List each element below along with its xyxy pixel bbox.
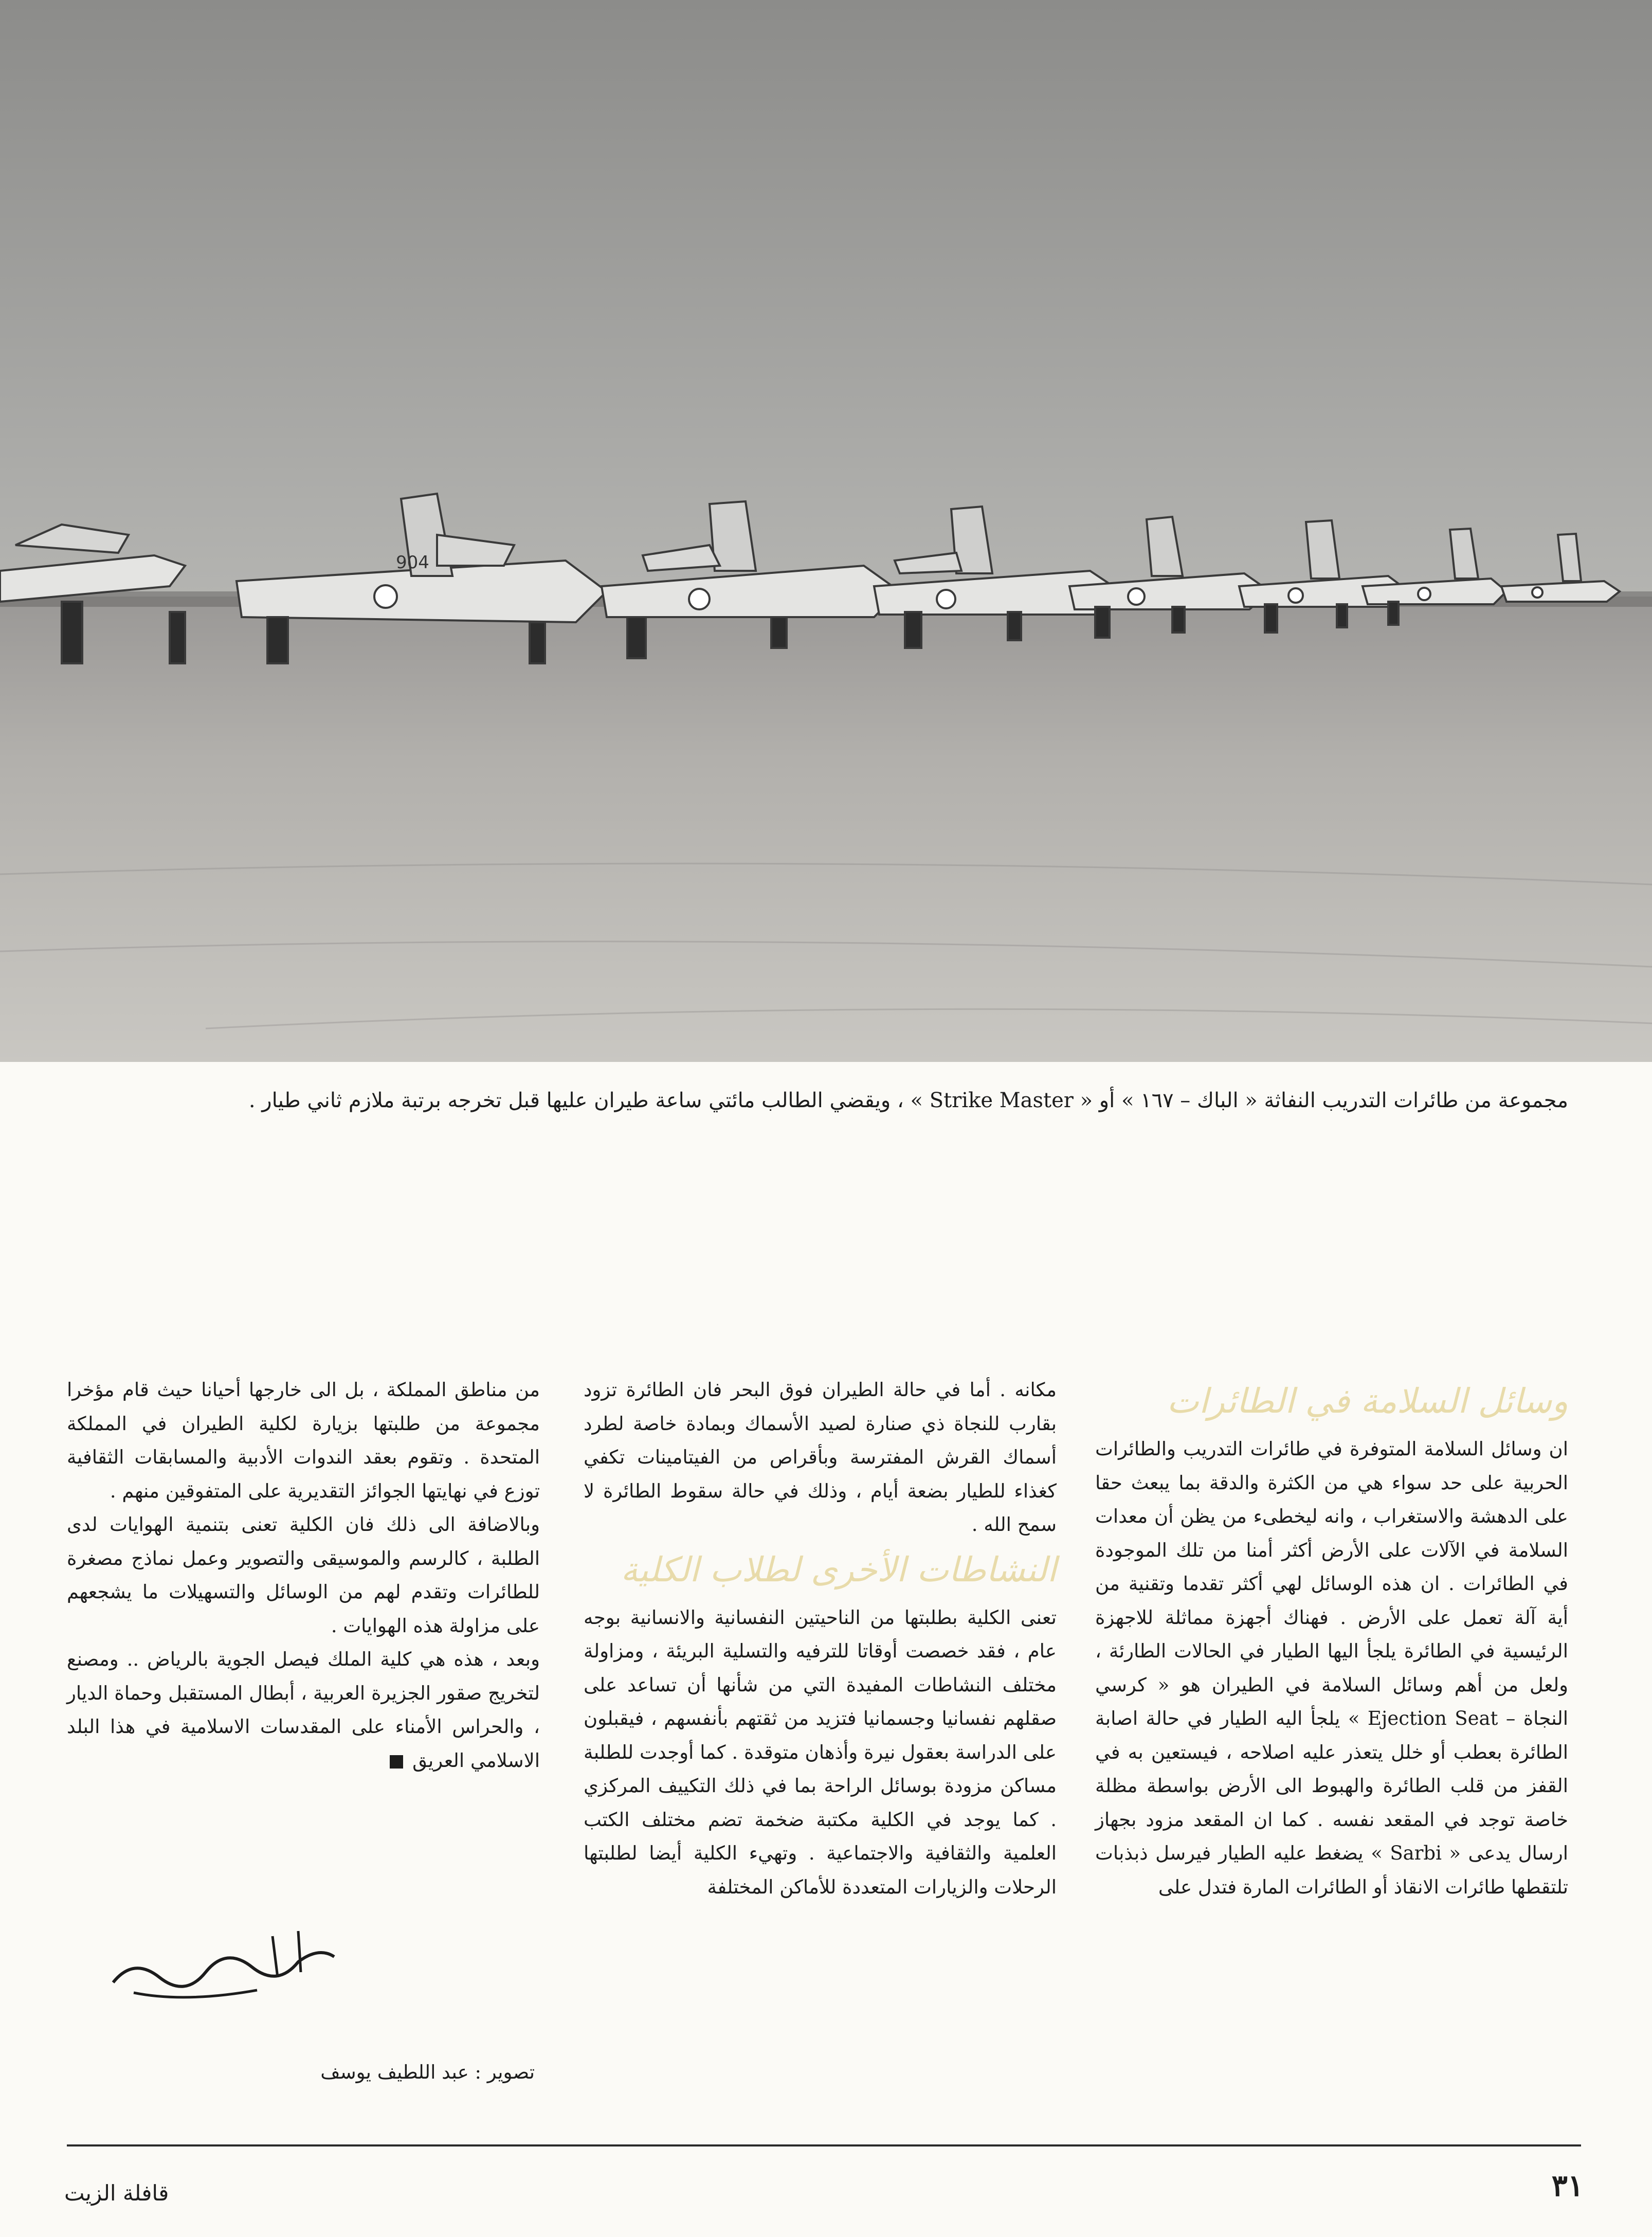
- article-paragraph: مكانه . أما في حالة الطيران فوق البحر فان الطائرة تزود بقارب للنجاة ذي صنارة لصيد الأسماك وبمادة خاصة لطرد أسماك القرش المفترسة وبأقراص من الفيتامينات تكفي كغذاء للطيار بضعة أيام ، وذلك في حالة سقوط الطائرة لا سمح الله .: [584, 1379, 1057, 1536]
- footer-divider: [67, 2144, 1581, 2146]
- article-column-1: [1095, 1373, 1568, 1904]
- article-paragraph: ان وسائل السلامة المتوفرة في طائرات التدريب والطائرات الحربية على حد سواء هي من الكثرة والدقة بما يبعث حقا على الدهشة والاستغراب ، وانه ليخطىء من يظن أن معدات السلامة في الآلات على الأرض أكثر أمنا من تلك الموجودة في الطائرات . ان هذه الوسائل لهي أكثر تقدما وتقنية من أية آلة تعمل على الأرض . فهناك أجهزة مماثلة للاجهزة الرئيسية في الطائرة يلجأ اليها الطيار في الحالات الطارئة ، ولعل من أهم وسائل السلامة في الطيران هو « كرسي النجاة – Ejection Seat » يلجأ اليه الطيار في حالة اصابة الطائرة بعطب أو خلل يتعذر عليه اصلاحه ، فيستعين به في القفز من قلب الطائرة والهبوط الى الأرض بواسطة مظلة خاصة توجد في المقعد نفسه . كما ان المقعد مزود بجهاز ارسال يدعى « Sarbi » يضغط عليه الطيار فيرسل ذبذبات تلتقطها طائرات الانقاذ أو الطائرات المارة فتدل على: [1095, 1438, 1568, 1898]
- end-of-article-square-icon: [390, 1755, 403, 1769]
- signature-graphic: [103, 1916, 344, 2018]
- author-signature: [103, 1916, 344, 2018]
- article-column-2: [584, 1373, 1057, 1904]
- closing-paragraph-text: وبعد ، هذه هي كلية الملك فيصل الجوية بالرياض .. ومصنع لتخريج صقور الجزيرة العربية ، أبطال المستقبل وحماة الديار ، والحراس الأمناء على المقدسات الاسلامية في هذا البلد الاسلامي العريق: [67, 1648, 540, 1772]
- article-paragraph: تعنى الكلية بطلبتها من الناحيتين النفسانية والانسانية بوجه عام ، فقد خصصت أوقاتا للترفيه والتسلية البريئة ، ومزاولة مختلف النشاطات المفيدة التي من شأنها أن تساعد على صقلهم نفسانيا وجسمانيا فتزيد من ثقتهم بأنفسهم ، فيقبلون على الدراسة بعقول نيرة وأذهان متوقدة . كما أوجدت للطلبة مساكن مزودة بوسائل الراحة بما في ذلك التكييف المركزي . كما يوجد في الكلية مكتبة ضخمة تضم مختلف الكتب العلمية والثقافية والاجتماعية . وتهيء الكلية أيضا لطلبتها الرحلات والزيارات المتعددة للأماكن المختلفة: [584, 1606, 1057, 1898]
- page-number: ٣١: [1551, 2168, 1584, 2203]
- section-heading-activities: النشاطات الأخرى لطلاب الكلية: [621, 1549, 1057, 1590]
- tail-number: 904: [396, 552, 429, 573]
- article-column-3: [67, 1373, 540, 1777]
- article-paragraph: وبالاضافة الى ذلك فان الكلية تعنى بتنمية الهوايات لدى الطلبة ، كالرسم والموسيقى والتصوير وعمل نماذج مصغرة للطائرات وتقدم لهم من الوسائل والتسهيلات ما يشجعهم على مزاولة هذه الهوايات .: [67, 1513, 540, 1637]
- article-paragraph: من مناطق المملكة ، بل الى خارجها أحيانا حيث قام مؤخرا مجموعة من طلبتها بزيارة لكلية الطيران في المملكة المتحدة . وتقوم بعقد الندوات الأدبية والمسابقات الثقافية توزع في نهايتها الجوائز التقديرية على المتفوقين منهم .: [67, 1379, 540, 1502]
- photo-credit: تصوير : عبد اللطيف يوسف: [320, 2061, 535, 2083]
- article-paragraph-final: [67, 1643, 540, 1777]
- photo-caption: مجموعة من طائرات التدريب النفاثة « الباك – ١٦٧ » أو « Strike Master » ، ويقضي الطالب مائتي ساعة طيران عليها قبل تخرجه برتبة ملازم ثاني طيار .: [248, 1089, 1568, 1112]
- section-heading-safety: وسائل السلامة في الطائرات: [1167, 1381, 1568, 1421]
- photo-illustration: [0, 0, 1652, 1062]
- aircraft-lineup-photo: [0, 0, 1652, 1062]
- magazine-name: قافلة الزيت: [64, 2180, 169, 2206]
